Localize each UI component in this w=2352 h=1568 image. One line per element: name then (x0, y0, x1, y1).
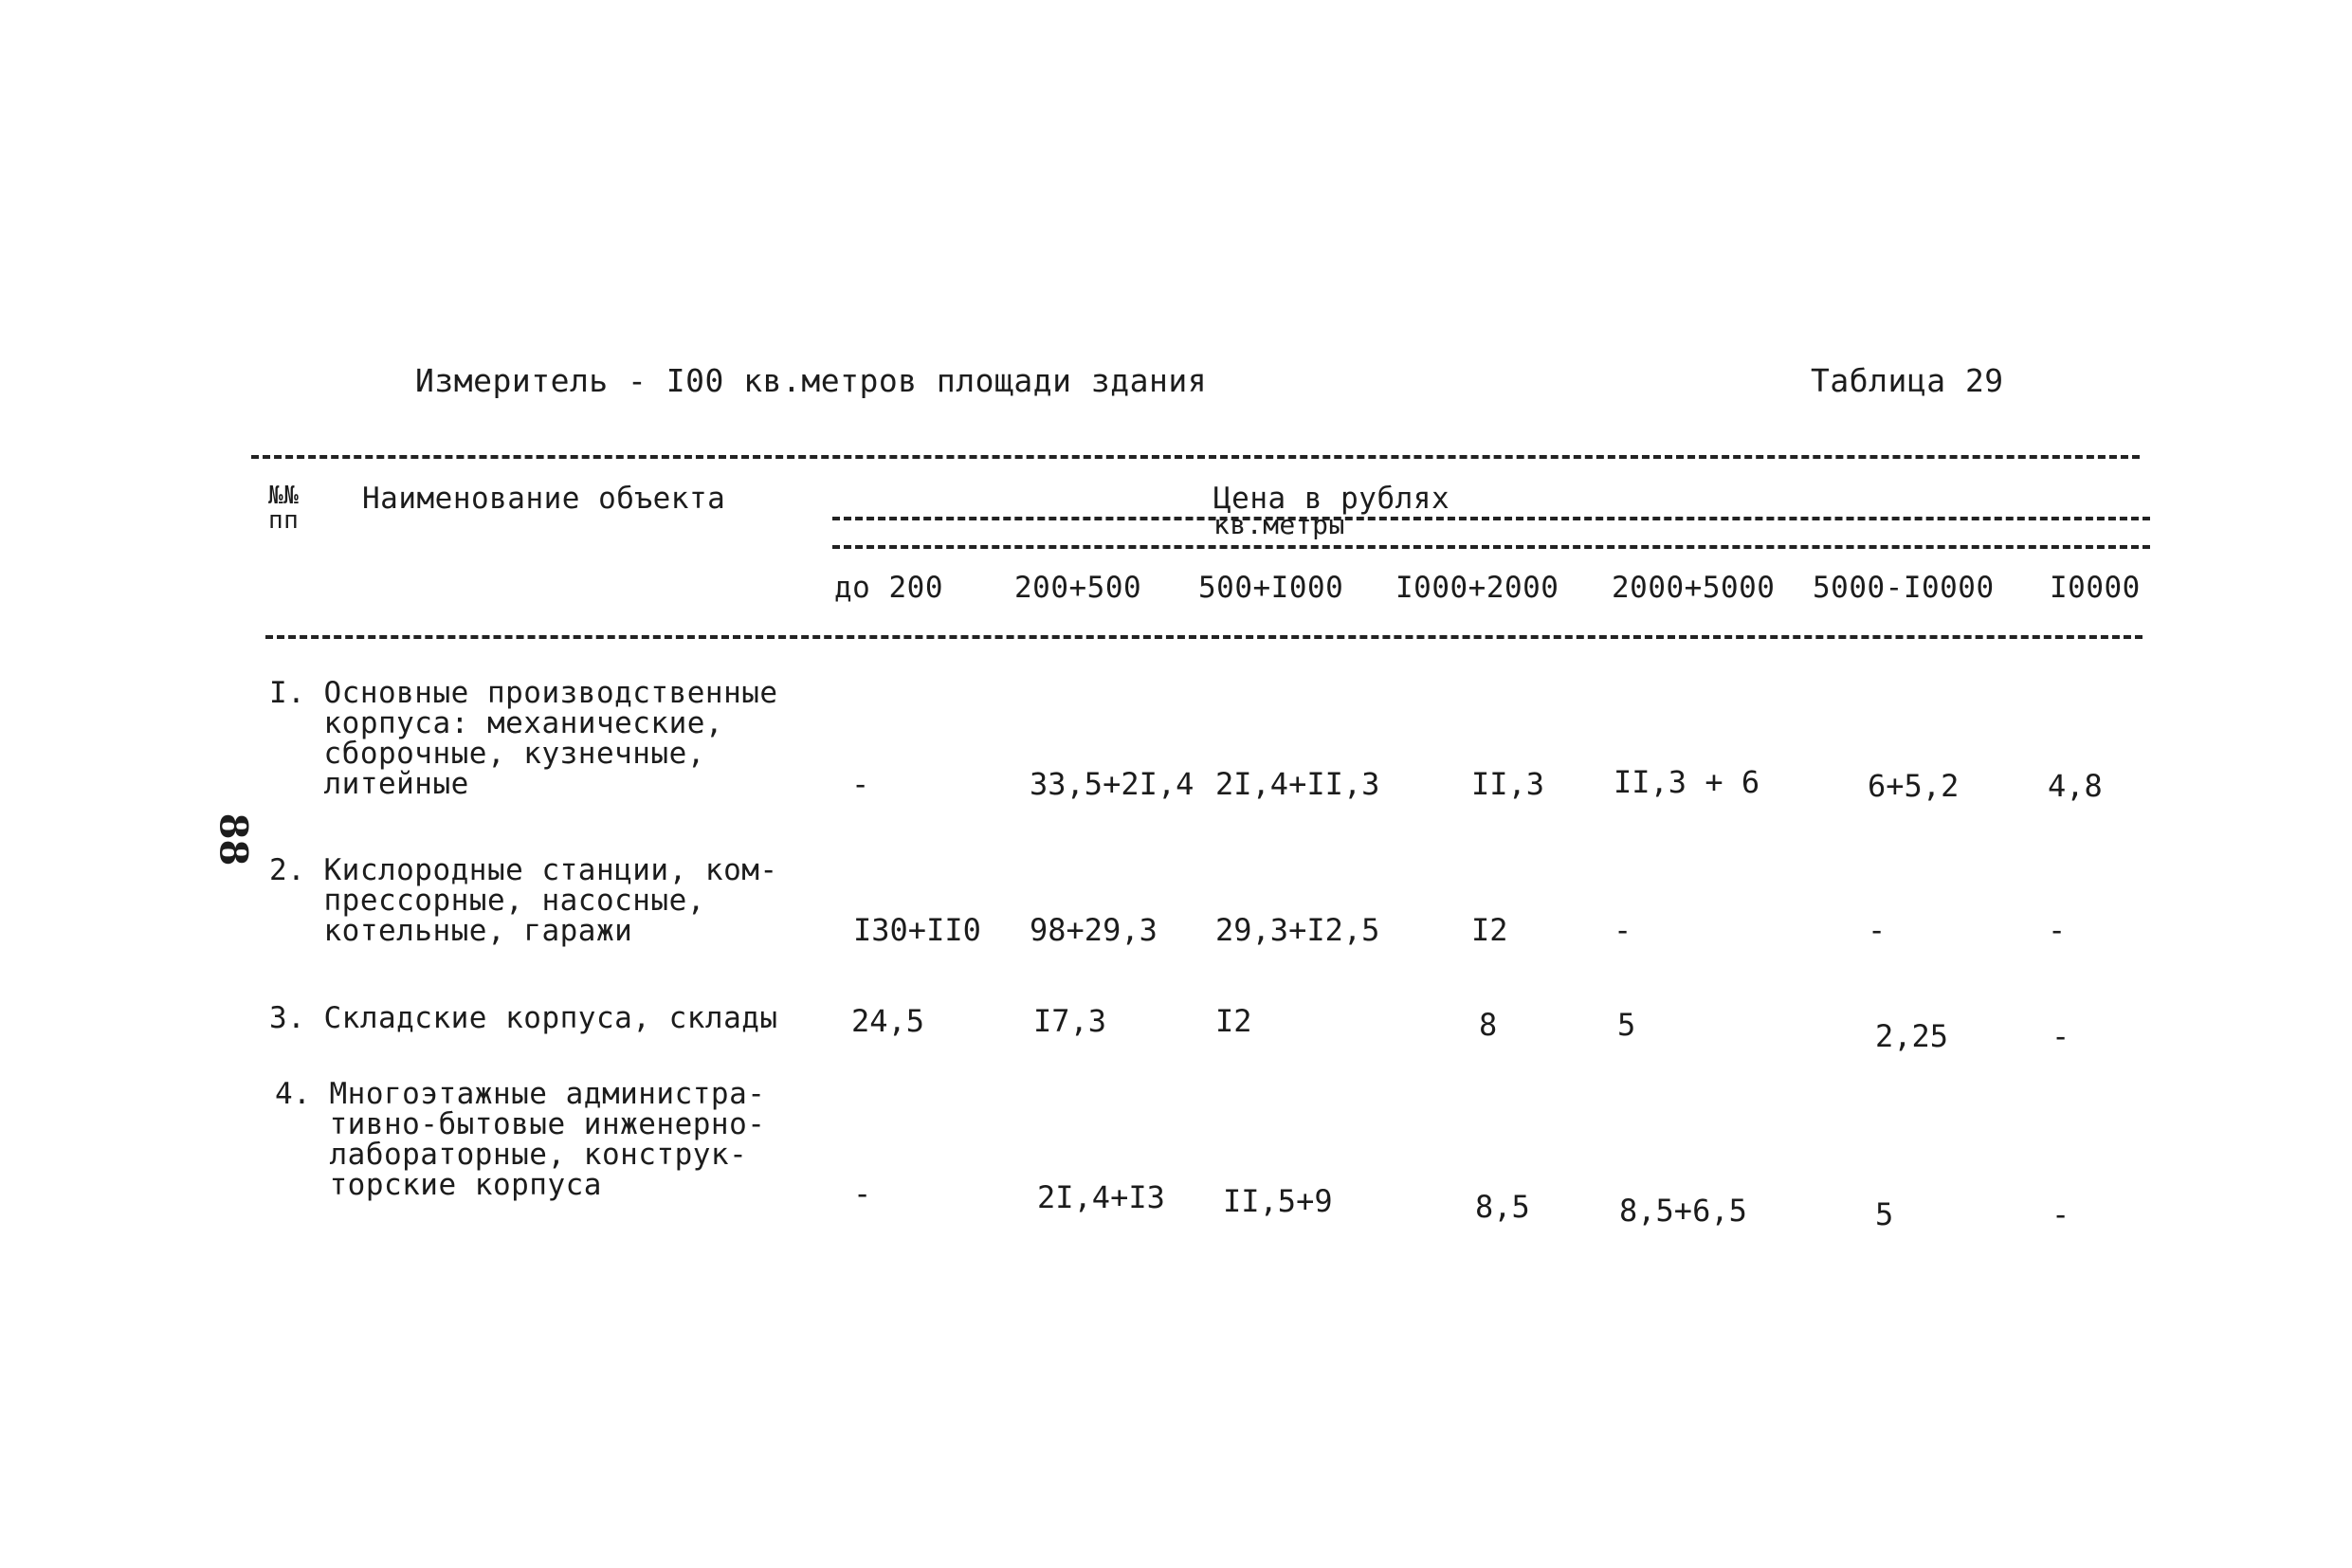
row-3-value-4: 8 (1479, 1007, 1498, 1043)
row-4-value-4: 8,5 (1475, 1189, 1530, 1225)
column-header-4: I000+2000 (1395, 571, 1559, 605)
row-4-name-line: 4. Многоэтажные администра- (275, 1077, 766, 1111)
price-header-line2: кв.метры (1213, 509, 1345, 540)
column-number-header (268, 483, 299, 533)
row-4-value-6: 5 (1875, 1196, 1894, 1232)
row-2-value-6: - (1868, 912, 1887, 948)
row-2-name-line: котельные, гаражи (269, 914, 633, 948)
price-header-rule-2 (832, 545, 2150, 549)
row-4-value-5: 8,5+6,5 (1619, 1193, 1747, 1229)
price-header-line1: Цена в рублях (1213, 482, 1450, 516)
table-header-rule (265, 635, 2142, 639)
row-4-value-2: 2I,4+I3 (1037, 1179, 1165, 1215)
row-1-value-2: 33,5+2I,4 (1030, 766, 1194, 802)
column-number-header-line2: пп (268, 506, 300, 535)
row-1-value-7: 4,8 (2048, 768, 2103, 804)
row-1-value-5: II,3 + 6 (1614, 764, 1760, 800)
row-3-value-2: I7,3 (1033, 1003, 1107, 1039)
row-2-value-4: I2 (1471, 912, 1508, 948)
row-3-value-6: 2,25 (1875, 1018, 1949, 1054)
row-2-value-7: - (2048, 912, 2067, 948)
row-3-name-line: 3. Складские корпуса, склады (269, 1001, 778, 1035)
row-1-name-line: литейные (269, 767, 469, 801)
row-4-name-line: торские корпуса (275, 1168, 602, 1202)
column-header-6: 5000-I0000 (1813, 571, 1995, 605)
row-4-name-line: лабораторные, конструк- (275, 1138, 748, 1172)
table-row-4-name (275, 1079, 765, 1200)
column-name-header: Наименование объекта (362, 482, 726, 516)
table-row-1-name (269, 678, 778, 799)
row-3-value-1: 24,5 (851, 1003, 925, 1039)
price-header-rule-1 (832, 517, 2150, 520)
row-1-value-6: 6+5,2 (1868, 768, 1960, 804)
row-2-value-5: - (1614, 912, 1632, 948)
row-3-value-7: - (2051, 1018, 2070, 1054)
row-4-value-1: - (853, 1176, 872, 1212)
column-number-header-line1: №№ (268, 482, 300, 510)
column-header-1: до 200 (834, 571, 943, 605)
row-2-name-line: 2. Кислородные станции, ком- (269, 853, 778, 887)
row-1-value-1: - (851, 766, 870, 802)
row-2-value-1: I30+II0 (853, 912, 981, 948)
column-header-7: I0000 (2050, 571, 2141, 605)
table-row-2-name (269, 855, 778, 946)
table-row-3-name (269, 1003, 778, 1033)
row-1-value-4: II,3 (1471, 766, 1545, 802)
row-4-name-line: тивно-бытовые инженерно- (275, 1107, 766, 1141)
row-2-value-2: 98+29,3 (1030, 912, 1158, 948)
row-1-value-3: 2I,4+II,3 (1215, 766, 1380, 802)
row-4-value-3: II,5+9 (1223, 1183, 1333, 1219)
table-top-rule (251, 455, 2140, 459)
page-number: 88 (210, 812, 256, 866)
row-1-name-line: корпуса: механические, (269, 706, 724, 740)
row-1-name-line: сборочные, кузнечные, (269, 737, 705, 771)
column-header-2: 200+500 (1014, 571, 1142, 605)
row-2-name-line: прессорные, насосные, (269, 884, 705, 918)
column-header-3: 500+I000 (1198, 571, 1344, 605)
column-header-5: 2000+5000 (1612, 571, 1776, 605)
measure-caption: Измеритель - I00 кв.метров площади здания (415, 362, 1208, 399)
row-1-name-line: I. Основные производственные (269, 676, 778, 710)
row-2-value-3: 29,3+I2,5 (1215, 912, 1380, 948)
row-4-value-7: - (2051, 1196, 2070, 1232)
table-number-label: Таблица 29 (1811, 362, 2004, 399)
row-3-value-5: 5 (1617, 1007, 1636, 1043)
row-3-value-3: I2 (1215, 1003, 1252, 1039)
